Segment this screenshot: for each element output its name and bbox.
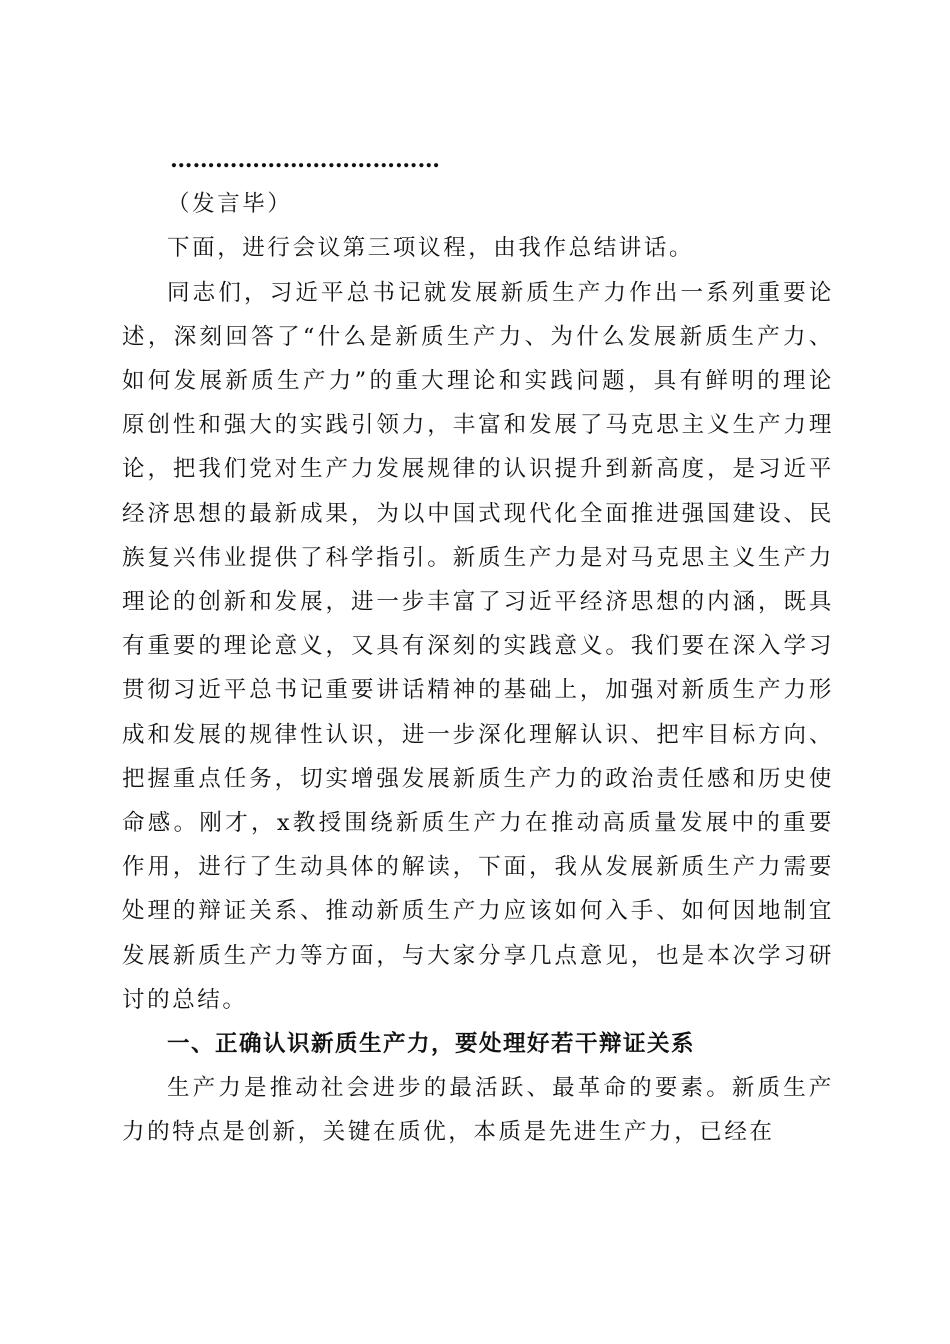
speech-end-note: （发言毕） — [167, 191, 293, 218]
section-paragraph: 生产力是推动社会进步的最活跃、最革命的要素。新质生产力的特点是创新，关键在质优，本质是先进生产力，已经在 — [122, 1075, 834, 1146]
agenda-paragraph: 下面，进行会议第三项议程，由我作总结讲话。 — [167, 235, 695, 262]
document-body — [122, 138, 834, 1155]
section-heading: 一、正确认识新质生产力，要处理好若干辩证关系 — [167, 1031, 696, 1058]
ellipsis-line: ……………………………… — [170, 147, 440, 173]
main-paragraph: 同志们，习近平总书记就发展新质生产力作出一系列重要论述，深刻回答了“什么是新质生产力、为什么发展新质生产力、如何发展新质生产力”的重大理论和实践问题，具有鲜明的理论原创性和强大的实践引领力，丰富和发展了马克思主义生产力理论，把我们党对生产力发展规律的认识提升到新高度，是习近平经济思想的最新成果，为以中国式现代化全面推进强国建设、民族复兴伟业提供了科学指引。新质生产力是对马克思主义生产力理论的创新和发展，进一步丰富了习近平经济思想的内涵，既具有重要的理论意义，又具有深刻的实践意义。我们要在深入学习贯彻习近平总书记重要讲话精神的基础上，加强对新质生产力形成和发展的规律性认识，进一步深化理解认识、把牢目标方向、把握重点任务，切实增强发展新质生产力的政治责任感和历史使命感。刚才，x教授围绕新质生产力在推动高质量发展中的重要作用，进行了生动具体的解读，下面，我从发展新质生产力需要处理的辩证关系、推动新质生产力应该如何入手、如何因地制宜发展新质生产力等方面，与大家分享几点意见，也是本次学习研讨的总结。 — [122, 279, 834, 1013]
